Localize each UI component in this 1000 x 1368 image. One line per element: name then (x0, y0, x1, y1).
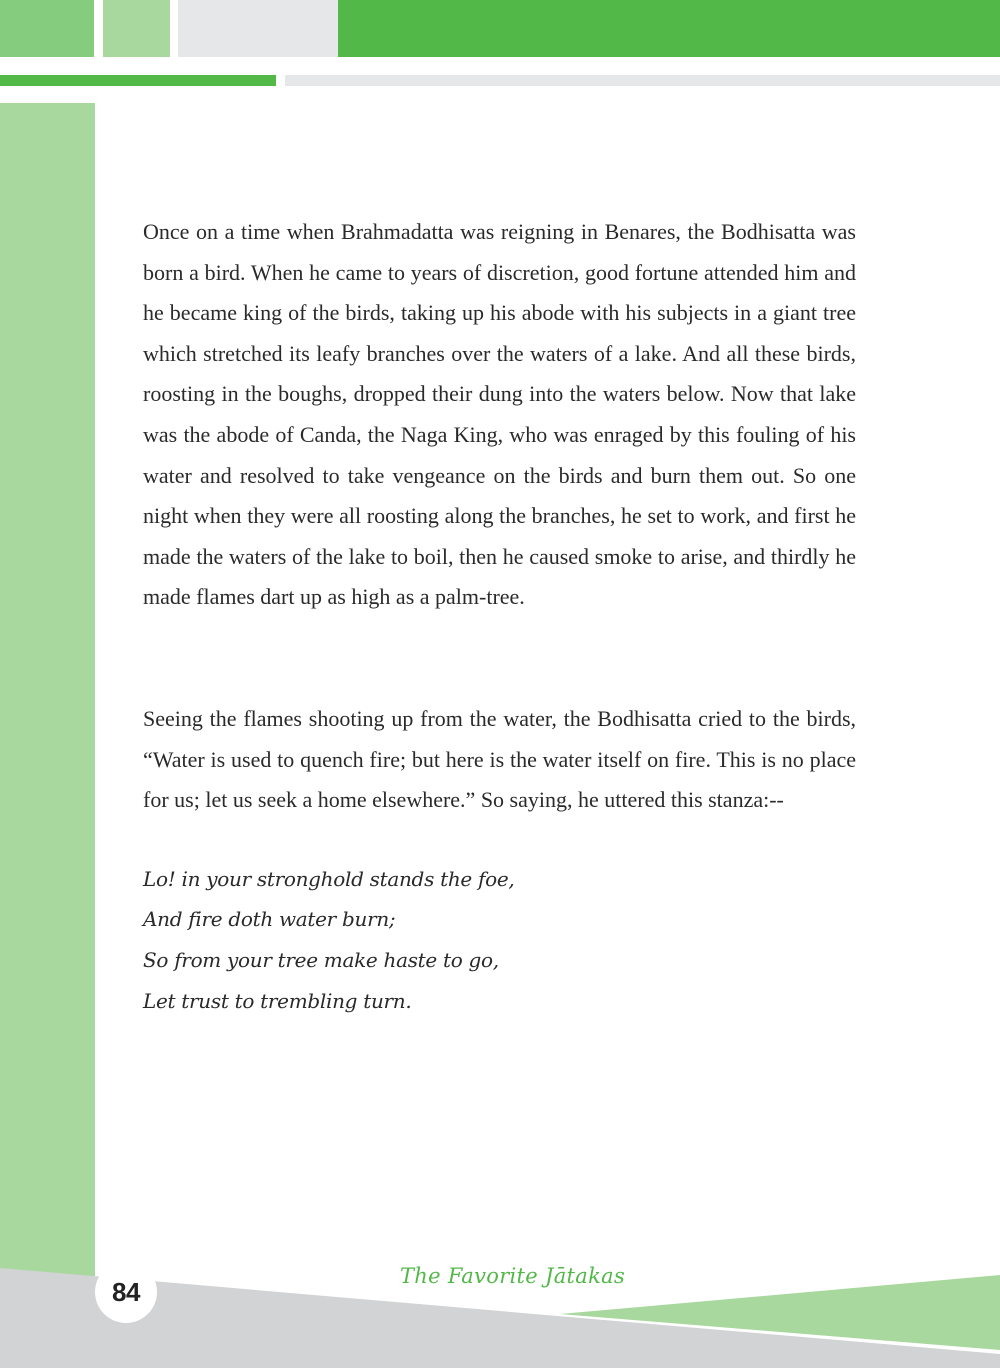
stanza-line-1: Lo! in your stronghold stands the foe, (143, 866, 515, 891)
left-margin-band (0, 103, 95, 1283)
header-bar-block-3 (178, 0, 338, 57)
stanza-line-4: Let trust to trembling turn. (143, 988, 412, 1013)
stanza (143, 859, 856, 1021)
page-number: 84 (112, 1276, 140, 1307)
header-bar-block-2 (103, 0, 170, 57)
header-rule-gray (285, 75, 1000, 86)
body-paragraph-1: Once on a time when Brahmadatta was reigning in Benares, the Bodhisatta was born a bird. When he came to years of discretion, good fortune attended him and he became king of the birds, taking up his abode with his subjects in a giant tree which stretched its leafy branches over the waters of a lake. And all these birds, roosting in the boughs, dropped their dung into the waters below. Now that lake was the abode of Canda, the Naga King, who was enraged by this fouling of his water and resolved to take vengeance on the birds and burn them out. So one night when they were all roosting along the branches, he set to work, and first he made the waters of the lake to boil, then he caused smoke to arise, and thirdly he made flames dart up as high as a palm-tree. (143, 219, 856, 610)
stanza-line-2: And fire doth water burn; (143, 907, 396, 932)
page-body (143, 212, 856, 1021)
running-title: The Favorite Jātakas (400, 1264, 626, 1288)
body-paragraph-2: Seeing the flames shooting up from the water, the Bodhisatta cried to the birds, “Water is used to quench fire; but here is the water itself on fire. This is no place for us; let us seek a home elsewhere.” So saying, he uttered this stanza:-- (143, 705, 856, 813)
header-bar-block-1 (0, 0, 94, 57)
header-rule-green (0, 75, 276, 86)
page-number-badge (95, 1261, 157, 1323)
stanza-line-3: So from your tree make haste to go, (143, 947, 499, 972)
header-bar-block-4 (338, 0, 1000, 57)
